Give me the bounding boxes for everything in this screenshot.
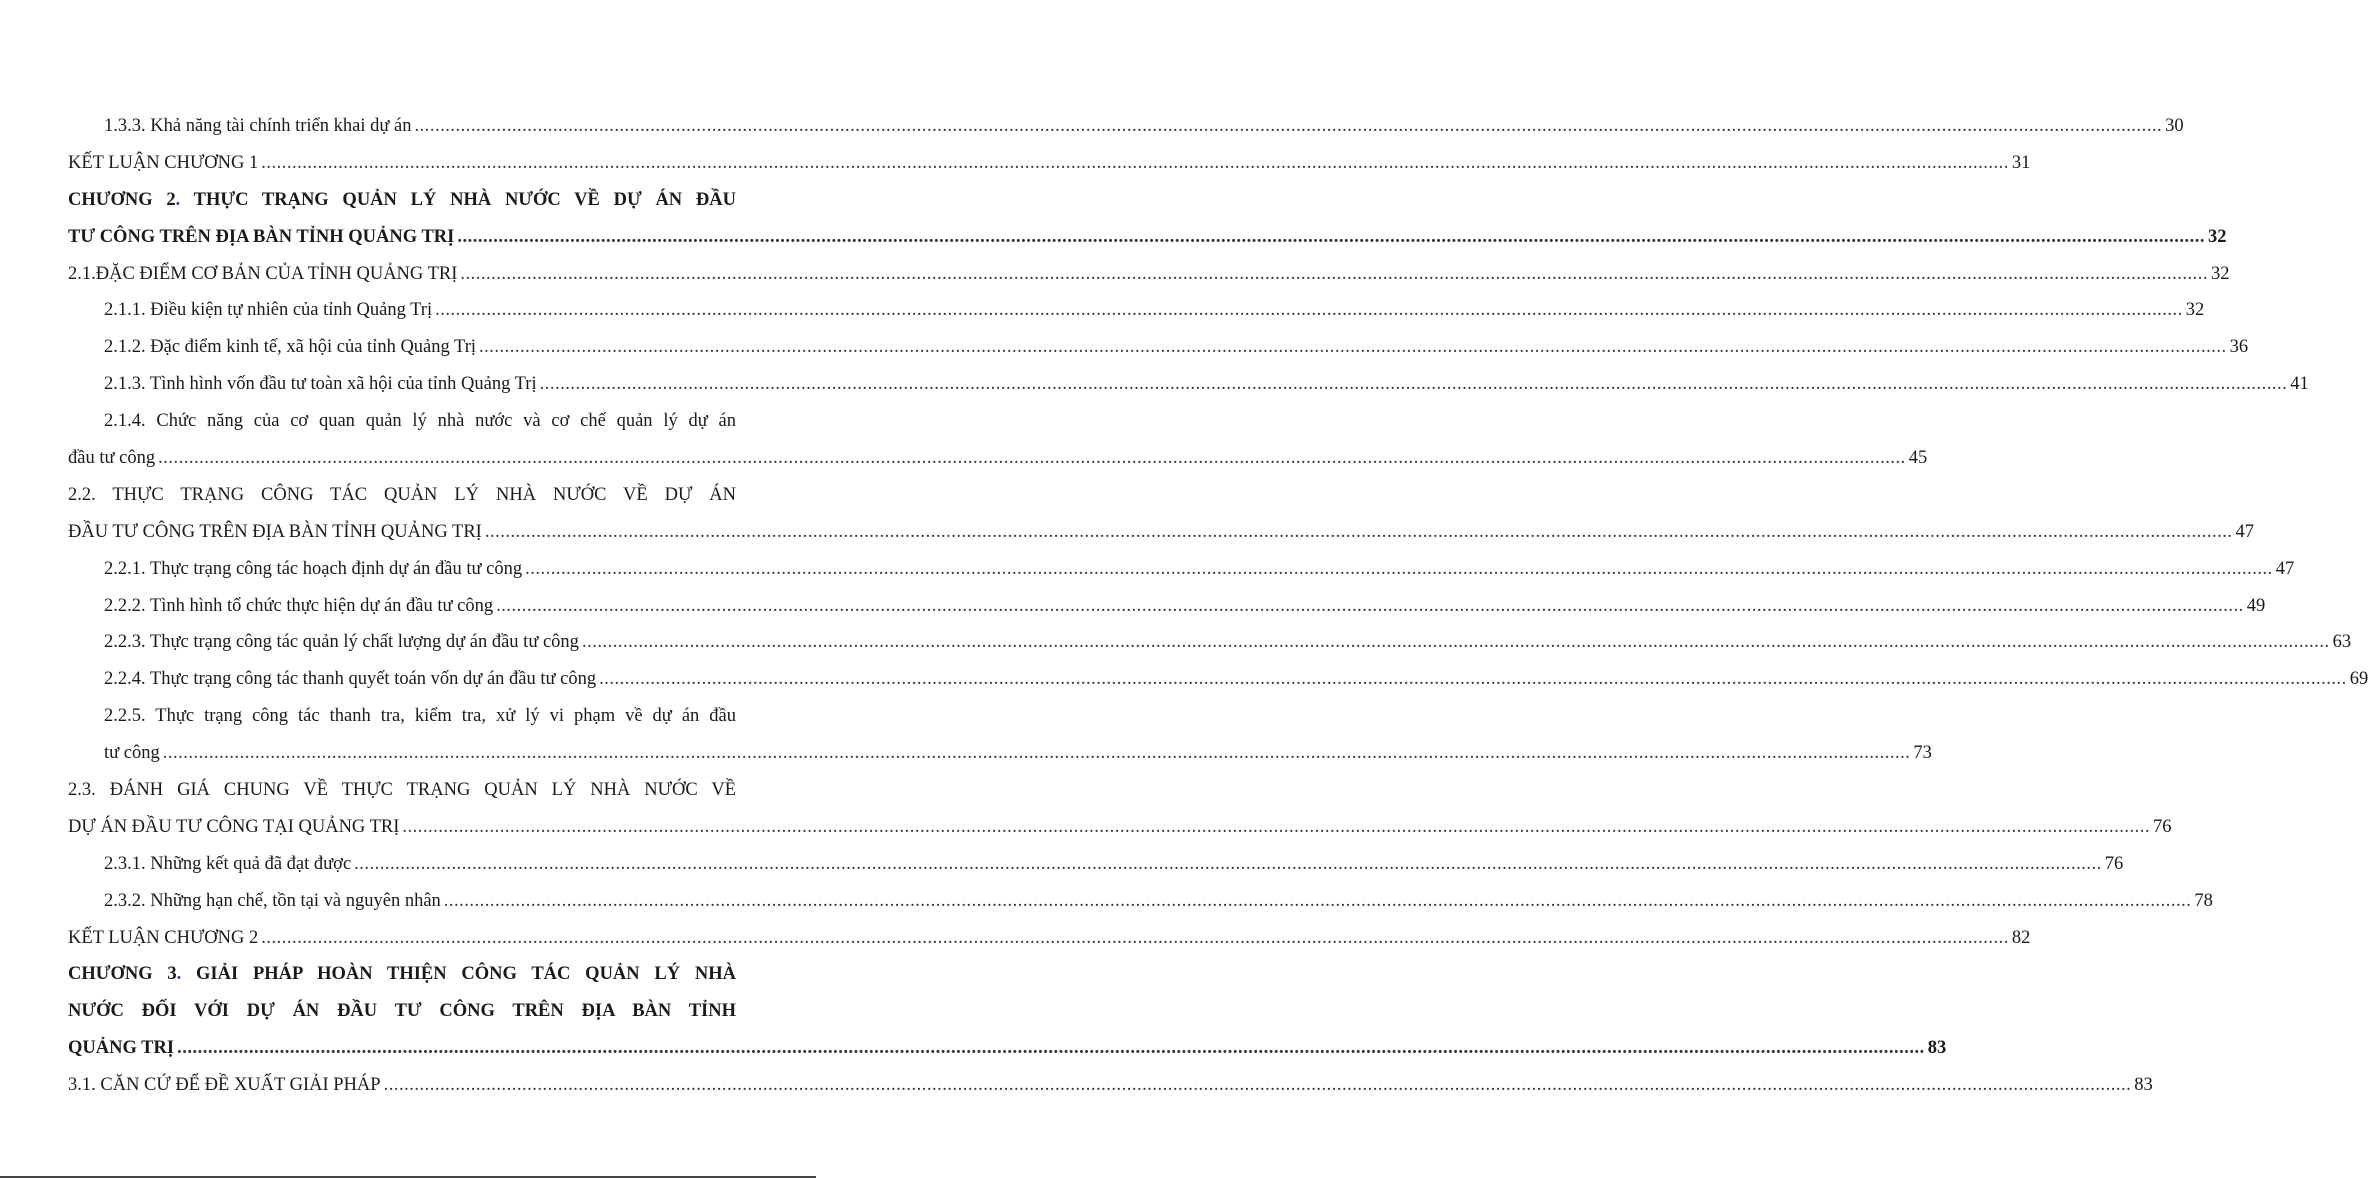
toc-entry-title: 2.3.1. Những kết quả đã đạt được xyxy=(104,853,352,874)
toc-entry-2-1-3[interactable] xyxy=(68,366,2309,403)
toc-entry-title: 2.1.4. Chức năng của cơ quan quản lý nhà nước và cơ chế quản lý dự án xyxy=(104,411,736,432)
toc-chapter-3-line-1[interactable] xyxy=(68,956,736,993)
toc-page-number: 82 xyxy=(2011,927,2031,948)
toc-entry-2-1[interactable] xyxy=(68,256,2230,293)
toc-page-number: 47 xyxy=(2235,521,2254,542)
dot-leader xyxy=(435,292,2183,329)
toc-page-number: 45 xyxy=(1908,448,1928,469)
toc-entry-ket-luan-2[interactable] xyxy=(68,920,2031,957)
toc-entry-2-1-1[interactable] xyxy=(68,292,2205,329)
toc-entry-title: đầu tư công xyxy=(68,448,156,469)
chapter-dot: . xyxy=(176,964,182,985)
chapter-dot: . xyxy=(175,189,181,210)
toc-entry-title: KẾT LUẬN CHƯƠNG 1 xyxy=(68,152,259,173)
chapter-title-line: GIẢI PHÁP HOÀN THIỆN CÔNG TÁC QUẢN LÝ NHÀ xyxy=(196,964,737,985)
toc-section-number: 2.3. xyxy=(68,780,96,801)
chapter-title-line: NƯỚC ĐỐI VỚI DỰ ÁN ĐẦU TƯ CÔNG TRÊN ĐỊA BÀN TỈNH xyxy=(68,1001,736,1022)
toc-chapter-3-line-2[interactable] xyxy=(68,993,736,1030)
toc-entry-ket-luan-1[interactable] xyxy=(68,145,2031,182)
toc-entry-2-3-line-1[interactable] xyxy=(68,772,736,809)
toc-entry-2-2-3[interactable] xyxy=(68,624,2352,661)
toc-page-number: 32 xyxy=(2207,226,2227,247)
dot-leader xyxy=(457,219,2205,256)
toc-page-number: 83 xyxy=(2134,1075,2153,1096)
dot-leader xyxy=(540,366,2288,403)
toc-entry-title: THỰC TRẠNG CÔNG TÁC QUẢN LÝ NHÀ NƯỚC VỀ DỰ ÁN xyxy=(112,484,737,505)
toc-entry-title: 2.2.1. Thực trạng công tác hoạch định dự án đầu tư công xyxy=(104,558,523,579)
toc-entry-3-1[interactable] xyxy=(68,1067,2153,1104)
toc-page-number: 30 xyxy=(2165,116,2184,136)
dot-leader xyxy=(158,440,1906,477)
toc-page-number: 32 xyxy=(2211,263,2230,284)
dot-leader xyxy=(384,1067,2132,1104)
toc-page-number: 36 xyxy=(2229,337,2249,358)
toc-entry-2-3-1[interactable] xyxy=(68,846,2124,883)
toc-entry-title: 3.1. CĂN CỨ ĐỂ ĐỀ XUẤT GIẢI PHÁP xyxy=(68,1075,381,1096)
dot-leader xyxy=(261,145,2009,182)
toc-section-number: 2.2. xyxy=(68,484,96,505)
toc-page-number: 41 xyxy=(2290,374,2309,395)
toc-page-number: 31 xyxy=(2011,152,2031,173)
toc-entry-title: 2.1.2. Đặc điểm kinh tế, xã hội của tỉnh Quảng Trị xyxy=(104,337,477,358)
toc-entry-title: ĐÁNH GIÁ CHUNG VỀ THỰC TRẠNG QUẢN LÝ NHÀ NƯỚC VỀ xyxy=(109,780,736,801)
toc-entry-2-3-line-2[interactable] xyxy=(68,809,2172,846)
toc-entry-2-2-2[interactable] xyxy=(68,588,2266,625)
dot-leader xyxy=(354,846,2102,883)
toc-entry-2-2-4[interactable] xyxy=(68,661,2368,698)
dot-leader xyxy=(177,1030,1925,1067)
dot-leader xyxy=(402,809,2150,846)
toc-entry-title: 1.3.3. Khả năng tài chính triển khai dự án xyxy=(104,116,412,136)
toc-page-number: 49 xyxy=(2246,595,2266,616)
chapter-label: CHƯƠNG 2 xyxy=(68,189,176,210)
dot-leader xyxy=(479,329,2227,366)
toc-entry-title: ĐẶC ĐIỂM CƠ BẢN CỦA TỈNH QUẢNG TRỊ xyxy=(95,263,458,284)
toc-page-number: 83 xyxy=(1927,1038,1947,1059)
toc-entry-2-1-4-line-1[interactable] xyxy=(68,403,736,440)
toc-page-number: 63 xyxy=(2332,632,2352,653)
toc-entry-2-2-line-2[interactable] xyxy=(68,514,2254,551)
dot-leader xyxy=(415,108,2163,145)
toc-entry-title: 2.2.3. Thực trạng công tác quản lý chất lượng dự án đầu tư công xyxy=(104,632,579,653)
dot-leader xyxy=(582,624,2330,661)
toc-page-number: 78 xyxy=(2194,890,2213,911)
toc-entry-title: tư công xyxy=(104,743,160,764)
toc-entry-2-2-line-1[interactable] xyxy=(68,477,736,514)
dot-leader xyxy=(485,514,2233,551)
toc-entry-title: 2.1.1. Điều kiện tự nhiên của tỉnh Quảng Trị xyxy=(104,300,433,321)
toc-entry-2-3-2[interactable] xyxy=(68,883,2213,920)
toc-page-number: 32 xyxy=(2185,300,2205,321)
toc-chapter-2-line-1[interactable] xyxy=(68,182,736,219)
toc-entry-1-3-3[interactable] xyxy=(68,108,2184,145)
toc-page-number: 47 xyxy=(2275,558,2295,579)
chapter-title-line: TƯ CÔNG TRÊN ĐỊA BÀN TỈNH QUẢNG TRỊ xyxy=(68,226,455,247)
toc-entry-2-2-5-line-2[interactable] xyxy=(68,735,1932,772)
dot-leader xyxy=(163,735,1911,772)
toc-entry-title: 2.2.4. Thực trạng công tác thanh quyết toán vốn dự án đầu tư công xyxy=(104,669,597,690)
dot-leader xyxy=(599,661,2347,698)
toc-chapter-3-line-3[interactable] xyxy=(68,1030,1947,1067)
dot-leader xyxy=(261,920,2009,957)
toc-entry-2-1-4-line-2[interactable] xyxy=(68,440,1928,477)
toc-chapter-2-line-2[interactable] xyxy=(68,219,2227,256)
toc-entry-title: 2.2.5. Thực trạng công tác thanh tra, kiểm tra, xử lý vi phạm về dự án đầu xyxy=(104,706,736,727)
dot-leader xyxy=(460,256,2208,293)
table-of-contents xyxy=(68,108,2368,1104)
toc-entry-title: DỰ ÁN ĐẦU TƯ CÔNG TẠI QUẢNG TRỊ xyxy=(68,816,400,837)
toc-entry-2-2-5-line-1[interactable] xyxy=(68,698,736,735)
chapter-title-line: QUẢNG TRỊ xyxy=(68,1038,175,1059)
toc-entry-2-1-2[interactable] xyxy=(68,329,2249,366)
toc-entry-title: 2.3.2. Những hạn chế, tồn tại và nguyên nhân xyxy=(104,890,441,911)
toc-section-number: 2.1. xyxy=(68,263,96,284)
toc-entry-title: 2.1.3. Tình hình vốn đầu tư toàn xã hội của tỉnh Quảng Trị xyxy=(104,374,537,395)
chapter-label: CHƯƠNG 3 xyxy=(68,964,177,985)
toc-page-number: 76 xyxy=(2104,853,2124,874)
dot-leader xyxy=(496,588,2244,625)
toc-entry-title: ĐẦU TƯ CÔNG TRÊN ĐỊA BÀN TỈNH QUẢNG TRỊ xyxy=(68,521,482,542)
dot-leader xyxy=(525,551,2273,588)
dot-leader xyxy=(444,883,2192,920)
toc-page-number: 73 xyxy=(1913,743,1932,764)
toc-entry-title: KẾT LUẬN CHƯƠNG 2 xyxy=(68,927,259,948)
toc-page-number: 76 xyxy=(2153,816,2172,837)
toc-page-number: 69 xyxy=(2349,669,2368,690)
chapter-title-line: THỰC TRẠNG QUẢN LÝ NHÀ NƯỚC VỀ DỰ ÁN ĐẦU xyxy=(193,189,736,210)
toc-entry-title: 2.2.2. Tình hình tổ chức thực hiện dự án đầu tư công xyxy=(104,595,494,616)
toc-entry-2-2-1[interactable] xyxy=(68,551,2295,588)
